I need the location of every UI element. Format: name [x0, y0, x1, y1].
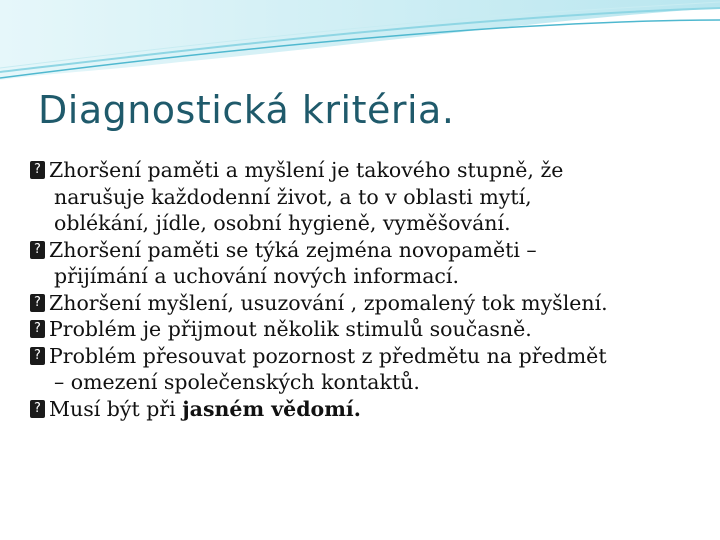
bullet-text-line: Zhoršení paměti se týká zejména novopaměti – [49, 237, 537, 262]
bullet-text-line: Zhoršení paměti a myšlení je takového stupně, že [49, 158, 564, 182]
missing-glyph-bullet-icon: ? [30, 161, 45, 179]
bullet-text-line: oblékání, jídle, osobní hygieně, vyměšování. [54, 211, 511, 235]
slide-title: Diagnostická kritéria. [38, 88, 455, 132]
bullet-text-line: narušuje každodenní život, a to v oblasti mytí, [54, 184, 532, 209]
bullet-item [30, 157, 700, 237]
bullet-item [30, 343, 700, 396]
bullet-text-line: Problém je přijmout několik stimulů současně. [49, 317, 532, 341]
missing-glyph-bullet-icon: ? [30, 294, 45, 312]
bullet-text-line: Problém přesouvat pozornost z předmětu na předmět [49, 343, 607, 368]
missing-glyph-bullet-icon: ? [30, 320, 45, 338]
bullet-item [30, 290, 700, 317]
bullet-text-line: – omezení společenských kontaktů. [54, 370, 420, 394]
missing-glyph-bullet-icon: ? [30, 400, 45, 418]
bullet-item [30, 237, 700, 290]
bullet-item [30, 396, 700, 423]
missing-glyph-bullet-icon: ? [30, 241, 45, 259]
bullet-bold-text: jasném vědomí. [182, 396, 361, 421]
bullet-text-line [49, 396, 361, 423]
missing-glyph-bullet-icon: ? [30, 347, 45, 365]
bullet-text-line: Zhoršení myšlení, usuzování , zpomalený tok myšlení. [49, 290, 608, 315]
bullet-text-line: přijímání a uchování nových informací. [54, 264, 459, 288]
bullet-list [30, 157, 700, 422]
bullet-text: Musí být při [49, 396, 183, 421]
bullet-item [30, 316, 700, 343]
